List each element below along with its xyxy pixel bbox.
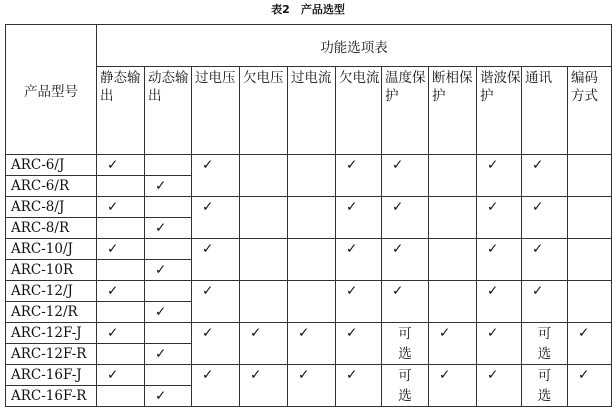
check-mark: ✓ bbox=[382, 281, 429, 323]
function-header: 欠电压 bbox=[240, 67, 288, 155]
function-header: 温度保护 bbox=[382, 67, 429, 155]
empty-cell bbox=[145, 365, 192, 386]
optional-label: 可 bbox=[537, 367, 552, 384]
table-row bbox=[6, 281, 612, 302]
optional-label: 可 bbox=[398, 367, 412, 384]
function-header: 欠电流 bbox=[336, 67, 382, 155]
table-row bbox=[6, 365, 612, 386]
check-mark: ✓ bbox=[240, 323, 288, 365]
optional-label: 可 bbox=[398, 325, 412, 342]
check-mark: ✓ bbox=[97, 365, 145, 386]
optional-label: 选 bbox=[398, 345, 412, 362]
empty-cell bbox=[429, 239, 477, 281]
model-cell: ARC-6/R bbox=[6, 176, 97, 197]
check-mark: ✓ bbox=[568, 365, 612, 407]
check-mark: ✓ bbox=[192, 281, 240, 323]
check-mark: ✓ bbox=[336, 239, 382, 281]
check-mark: ✓ bbox=[97, 197, 145, 218]
check-mark: ✓ bbox=[382, 197, 429, 239]
model-cell: ARC-16F-J bbox=[6, 365, 97, 386]
check-mark: ✓ bbox=[288, 365, 336, 407]
optional-label: 可 bbox=[537, 325, 552, 342]
check-mark: ✓ bbox=[145, 176, 192, 197]
empty-cell bbox=[288, 239, 336, 281]
function-header: 动态输出 bbox=[145, 67, 192, 155]
check-mark: ✓ bbox=[336, 281, 382, 323]
table-row bbox=[6, 197, 612, 218]
model-cell: ARC-10R bbox=[6, 260, 97, 281]
table-row bbox=[6, 323, 612, 344]
check-mark: ✓ bbox=[477, 197, 522, 239]
model-column-header: 产品型号 bbox=[6, 25, 97, 155]
check-mark: ✓ bbox=[192, 197, 240, 239]
function-table-title: 功能选项表 bbox=[97, 25, 612, 67]
check-mark: ✓ bbox=[336, 155, 382, 197]
check-mark: ✓ bbox=[429, 323, 477, 365]
check-mark: ✓ bbox=[336, 323, 382, 365]
empty-cell bbox=[97, 176, 145, 197]
function-header: 过电流 bbox=[288, 67, 336, 155]
empty-cell bbox=[568, 281, 612, 323]
check-mark: ✓ bbox=[477, 281, 522, 323]
check-mark: ✓ bbox=[336, 365, 382, 407]
header-row-functions bbox=[6, 67, 612, 155]
empty-cell bbox=[145, 239, 192, 260]
function-header: 静态输出 bbox=[97, 67, 145, 155]
check-mark: ✓ bbox=[429, 365, 477, 407]
function-header: 过电压 bbox=[192, 67, 240, 155]
check-mark: ✓ bbox=[477, 155, 522, 197]
function-header: 编码方式 bbox=[568, 67, 612, 155]
empty-cell bbox=[145, 197, 192, 218]
empty-cell bbox=[240, 197, 288, 239]
empty-cell bbox=[429, 155, 477, 197]
model-cell: ARC-12/J bbox=[6, 281, 97, 302]
empty-cell bbox=[429, 281, 477, 323]
check-mark: ✓ bbox=[97, 155, 145, 176]
empty-cell bbox=[240, 239, 288, 281]
header-row-title bbox=[6, 25, 612, 67]
model-cell: ARC-12F-J bbox=[6, 323, 97, 344]
optional-label: 选 bbox=[537, 387, 552, 404]
empty-cell bbox=[568, 197, 612, 239]
check-mark: ✓ bbox=[382, 155, 429, 197]
empty-cell bbox=[568, 239, 612, 281]
model-cell: ARC-8/J bbox=[6, 197, 97, 218]
empty-cell bbox=[145, 281, 192, 302]
function-header: 断相保护 bbox=[429, 67, 477, 155]
model-cell: ARC-12/R bbox=[6, 302, 97, 323]
empty-cell bbox=[97, 260, 145, 281]
empty-cell bbox=[240, 281, 288, 323]
empty-cell bbox=[97, 302, 145, 323]
table-row bbox=[6, 155, 612, 176]
empty-cell bbox=[288, 197, 336, 239]
empty-cell bbox=[568, 155, 612, 197]
empty-cell bbox=[97, 344, 145, 365]
function-header: 通讯 bbox=[522, 67, 568, 155]
model-cell: ARC-12F-R bbox=[6, 344, 97, 365]
empty-cell bbox=[97, 386, 145, 407]
check-mark: ✓ bbox=[522, 281, 568, 323]
optional-cell bbox=[522, 365, 568, 407]
check-mark: ✓ bbox=[97, 323, 145, 344]
check-mark: ✓ bbox=[288, 323, 336, 365]
check-mark: ✓ bbox=[145, 344, 192, 365]
check-mark: ✓ bbox=[240, 365, 288, 407]
check-mark: ✓ bbox=[145, 302, 192, 323]
optional-cell bbox=[522, 323, 568, 365]
optional-label: 选 bbox=[398, 387, 412, 404]
check-mark: ✓ bbox=[97, 281, 145, 302]
empty-cell bbox=[429, 197, 477, 239]
check-mark: ✓ bbox=[192, 323, 240, 365]
check-mark: ✓ bbox=[382, 239, 429, 281]
table-row bbox=[6, 239, 612, 260]
check-mark: ✓ bbox=[522, 197, 568, 239]
check-mark: ✓ bbox=[477, 323, 522, 365]
product-selection-table bbox=[5, 24, 612, 407]
model-cell: ARC-6/J bbox=[6, 155, 97, 176]
check-mark: ✓ bbox=[192, 365, 240, 407]
model-cell: ARC-10/J bbox=[6, 239, 97, 260]
optional-cell bbox=[382, 365, 429, 407]
check-mark: ✓ bbox=[477, 365, 522, 407]
empty-cell bbox=[145, 155, 192, 176]
model-cell: ARC-16F-R bbox=[6, 386, 97, 407]
empty-cell bbox=[288, 155, 336, 197]
model-cell: ARC-8/R bbox=[6, 218, 97, 239]
empty-cell bbox=[97, 218, 145, 239]
optional-label: 选 bbox=[537, 345, 552, 362]
check-mark: ✓ bbox=[145, 218, 192, 239]
check-mark: ✓ bbox=[336, 197, 382, 239]
check-mark: ✓ bbox=[522, 155, 568, 197]
check-mark: ✓ bbox=[192, 155, 240, 197]
check-mark: ✓ bbox=[477, 239, 522, 281]
check-mark: ✓ bbox=[145, 386, 192, 407]
empty-cell bbox=[288, 281, 336, 323]
check-mark: ✓ bbox=[145, 260, 192, 281]
check-mark: ✓ bbox=[522, 239, 568, 281]
check-mark: ✓ bbox=[192, 239, 240, 281]
check-mark: ✓ bbox=[568, 323, 612, 365]
table-caption: 表2 产品选型 bbox=[271, 3, 345, 16]
empty-cell bbox=[240, 155, 288, 197]
check-mark: ✓ bbox=[97, 239, 145, 260]
optional-cell bbox=[382, 323, 429, 365]
function-header: 谐波保护 bbox=[477, 67, 522, 155]
empty-cell bbox=[145, 323, 192, 344]
